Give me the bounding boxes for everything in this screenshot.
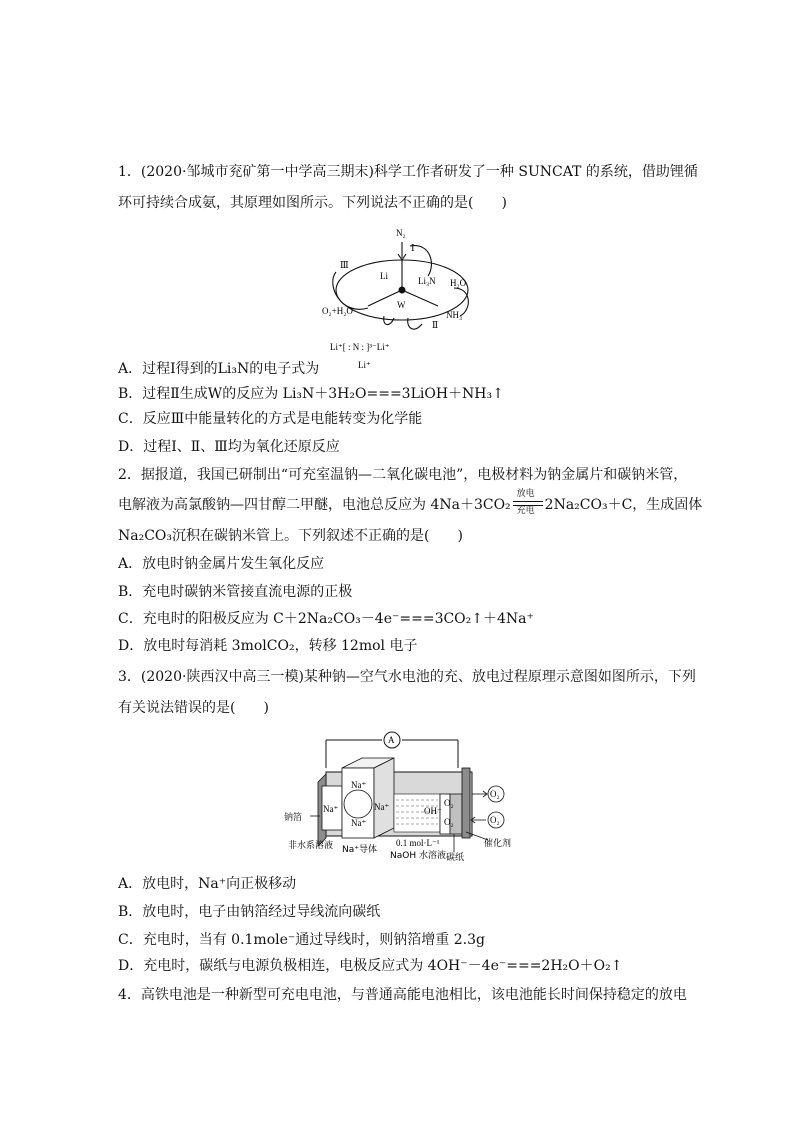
li3n-electron-formula: Li⁺[ : N : ]³⁻Li⁺ [330, 342, 390, 352]
naoh-solution-label: NaOH 水溶液 [390, 851, 446, 861]
nonaqueous-label: 非水系溶液 [288, 841, 334, 851]
w-label: W [397, 300, 406, 310]
h2o-label: H₂O [450, 278, 467, 288]
nh3-label: NH₃ [446, 310, 463, 320]
q1-option-a: A．过程Ⅰ得到的Li₃N的电子式为 [118, 361, 320, 377]
q1-stem-line1: 1．(2020·邹城市兖矿第一中学高三期末)科学工作者研发了一种 SUNCAT 的系统，借助锂循 [118, 164, 698, 180]
na-plus-label-3: Na⁺ [374, 802, 390, 812]
q1-option-c: C．反应Ⅲ中能量转化的方式是电能转变为化学能 [118, 411, 423, 427]
q2-option-c: C．充电时的阳极反应为 C＋2Na₂CO₃－4e⁻===3CO₂↑＋4Na⁺ [118, 611, 534, 627]
q2-stem-line3: Na₂CO₃沉积在碳钠米管上。下列叙述不正确的是( ) [118, 528, 463, 544]
oh-label: OH⁻ [424, 806, 442, 816]
roman-2-label: Ⅱ [432, 320, 439, 330]
q3-stem-line1: 3．(2020·陕西汉中高三一模)某种钠—空气水电池的充、放电过程原理示意图如图所示，下列 [118, 669, 696, 685]
q2-stem-line2-part2: 2Na₂CO₃＋C，生成固体 [544, 497, 703, 513]
n2-label: N₂ [396, 228, 406, 238]
na-plus-label-2: Na⁺ [351, 780, 367, 790]
q3-option-c: C．充电时，当有 0.1mole⁻通过导线时，则钠箔增重 2.3g [118, 932, 485, 948]
q3-option-a: A．放电时，Na⁺向正极移动 [118, 876, 297, 892]
q2-stem-line1: 2．据报道，我国已研制出“可充室温钠—二氧化碳电池”，电极材料为钠金属片和碳钠米管， [118, 467, 688, 483]
o2-h2o-label: O₂+H₂O [322, 306, 353, 316]
q3-battery-figure [278, 728, 518, 866]
q2-stem-line2 [118, 489, 703, 516]
q3-option-d: D．充电时，碳纸与电源负极相连，电极反应式为 4OH⁻－4e⁻===2H₂O＋O₂↑ [118, 958, 623, 974]
li3n-label: Li₃N [418, 276, 436, 286]
na-conductor-label: Na⁺导体 [342, 845, 377, 855]
ammeter-label: A [388, 735, 395, 745]
na-plus-label-4: Na⁺ [351, 818, 367, 828]
carbon-paper-label: 碳纸 [446, 853, 465, 863]
o2-box-label-1: O₂ [444, 798, 454, 808]
q4-stem-line1: 4．高铁电池是一种新型可充电电池，与普通高能电池相比，该电池能长时间保持稳定的放电 [118, 987, 687, 1003]
q1-option-b: B．过程Ⅱ生成W的反应为 Li₃N＋3H₂O===3LiOH＋NH₃↑ [118, 386, 504, 402]
roman-1-label: Ⅰ [411, 243, 415, 253]
q1-option-d: D．过程Ⅰ、Ⅱ、Ⅲ均为氧化还原反应 [118, 439, 340, 455]
q2-option-b: B．充电时碳钠米管接直流电源的正极 [118, 584, 353, 600]
q3-option-b: B．放电时，电子由钠箔经过导线流向碳纸 [118, 904, 381, 920]
q2-stem-line2-part1: 电解液为高氯酸钠—四甘醇二甲醚，电池总反应为 4Na＋3CO₂ [118, 497, 511, 513]
na-plus-label-1: Na⁺ [323, 804, 339, 814]
li-label: Li [380, 271, 388, 281]
arrow-bottom-label: 充电 [516, 506, 535, 516]
q1-lithium-cycle-figure [310, 224, 490, 370]
q1-stem-line2: 环可持续合成氨，其原理如图所示。下列说法不正确的是( ) [118, 195, 507, 211]
q2-option-a: A．放电时钠金属片发生氧化反应 [118, 556, 325, 572]
o2-box-label-2: O₂ [444, 817, 454, 827]
catalyst-label: 催化剂 [484, 839, 512, 849]
q2-option-d: D．放电时每消耗 3molCO₂，转移 12mol 电子 [118, 638, 418, 654]
roman-3-label: Ⅲ [340, 260, 349, 270]
li3n-electron-formula-bottom: Li⁺ [358, 360, 371, 370]
reaction-arrow [511, 489, 545, 516]
sodium-foil-label: 钠箔 [284, 813, 303, 823]
naoh-concentration-label: 0.1 mol·L⁻¹ [396, 838, 440, 848]
arrow-top-label: 放电 [516, 489, 535, 499]
center-dot [399, 287, 406, 294]
o2-in-label: O₂ [490, 815, 500, 825]
o2-out-label: O₂ [490, 789, 500, 799]
q3-stem-line2: 有关说法错误的是( ) [118, 700, 269, 716]
